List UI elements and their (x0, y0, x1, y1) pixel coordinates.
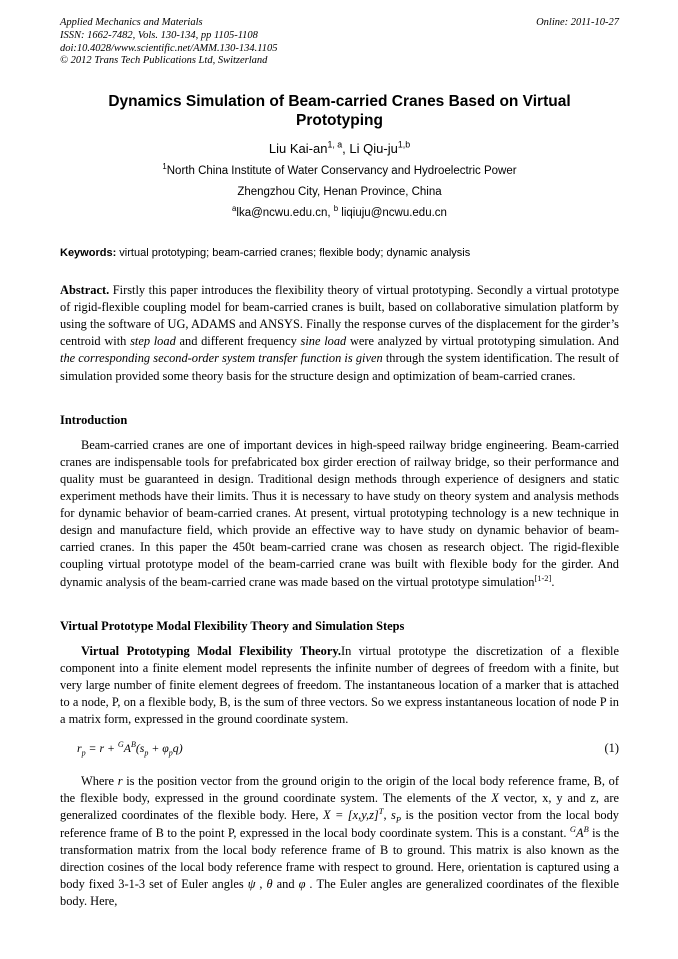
affiliation-institute: North China Institute of Water Conservancy and Hydroelectric Power (166, 165, 517, 177)
text-segment: Abstract. (60, 283, 110, 297)
email-b: liqiuju@ncwu.edu.cn (338, 207, 447, 219)
journal-name: Applied Mechanics and Materials (60, 17, 203, 28)
doi-line: doi:10.4028/www.scientific.net/AMM.130-134.1105 (60, 42, 278, 54)
text-segment: = r + (85, 741, 118, 756)
emails-separator: , (327, 207, 334, 219)
text-segment: A (575, 825, 584, 840)
keywords-label: Keywords: (60, 247, 117, 259)
text-segment: Beam-carried cranes are one of important devices in high-speed railway bridge engineering. Beam-carried cranes are indispensable tools for prefabricated box girder erection of railway bridge, so their performance and quality must be guaranteed in design. Traditional design methods through experience of designers and static experiment methods have their limits. Thus it is necessary to have study on theory system and analysis methods for dynamic behavior of beam-carried cranes. At present, virtual prototyping technology is a new technique in design and manufacture field, which provide an effective way to have study on dynamic behavior of beam-carried cranes. In this paper the 450t beam-carried crane was chosen as research object. The rigid-flexible coupling virtual prototype model of the beam-carried crane was built with flexible body for the girder. And dynamic analysis of the beam-carried crane was made based on the virtual prototype simulation (60, 437, 619, 589)
text-segment: . (551, 574, 555, 589)
text-segment: vector, x, y and z, are generalized coordinates of the flexible body. Here, (60, 791, 620, 823)
affiliation-line (60, 162, 619, 177)
text-segment: (s (135, 741, 145, 756)
introduction-paragraph (60, 437, 619, 591)
text-segment: the corresponding second-order system transfer function is given (60, 351, 383, 366)
text-segment: A (123, 741, 131, 756)
text-segment: is the position vector from the local body reference frame of B to the point P, expressed in the local body coordinate system. This is a constant. (60, 808, 620, 840)
section2-paragraph-2 (60, 773, 619, 910)
text-segment: r (77, 741, 82, 756)
text-segment: q) (172, 741, 183, 756)
publication-meta (60, 17, 277, 68)
equation-1-row (60, 741, 619, 756)
text-segment: and (272, 876, 299, 891)
abstract-paragraph (60, 282, 619, 385)
city-line: Zhengzhou City, Henan Province, China (237, 186, 442, 198)
text-segment: φ (298, 876, 306, 891)
keywords-line (60, 247, 619, 259)
text-segment: [1-2] (534, 572, 552, 583)
text-segment: , (255, 876, 267, 891)
text-segment: p (168, 748, 173, 758)
text-segment: G (569, 823, 576, 834)
email-a: lka@ncwu.edu.cn (236, 207, 328, 219)
text-segment: r (117, 774, 123, 789)
text-segment: T (378, 806, 384, 817)
text-segment: is the position vector from the ground origin to the origin of the local body reference frame, B, of the flexible body, expressed in the ground coordinate system. The elements of the (60, 774, 619, 806)
text-segment: . The Euler angles are generalized coordinates of the flexible body. Here, (60, 876, 619, 908)
affiliation-superscript: 1 (162, 162, 167, 172)
text-segment: sine load (300, 334, 347, 349)
equation-1-formula (77, 741, 183, 756)
section2-paragraph-1 (60, 643, 619, 729)
keywords-text: virtual prototyping; beam-carried cranes; flexible body; dynamic analysis (116, 247, 471, 259)
text-segment: , (383, 808, 392, 823)
text-segment: were analyzed by virtual prototyping simulation. And (346, 334, 619, 349)
publication-header (60, 17, 619, 68)
author-1-name: Liu Kai-an (268, 141, 328, 156)
introduction-heading: Introduction (60, 412, 128, 427)
text-segment: In virtual prototype the discretization of a flexible component into a finite element model represents the infinite number of degrees of freedom with a finite, but very large number of finite element degrees of freedom. The instantaneous location of a marker that is attached to a node, P, on a flexible body, B, is the sum of three vectors. So we express instantaneous location of node P in a matrix form, expressed in the ground coordinate system. (60, 643, 620, 727)
copyright-line: © 2012 Trans Tech Publications Ltd, Switzerland (60, 55, 268, 67)
authors-line (60, 141, 619, 156)
author-2-superscript: 1,b (397, 139, 411, 150)
text-segment: step load (130, 334, 176, 349)
text-segment: and different frequency (175, 334, 301, 349)
text-segment: s (391, 808, 396, 823)
author-1-superscript: 1, a (327, 139, 343, 150)
section2-heading: Virtual Prototype Modal Flexibility Theory and Simulation Steps (60, 618, 405, 633)
text-segment: is the transformation matrix from the local body reference frame of B to ground. This matrix is also known as the direction cosines of the local body reference frame with respect to ground. Here, orientation is captured using a body fixed 3-1-3 set of Euler angles (60, 825, 619, 891)
text-segment: X (491, 791, 499, 806)
text-segment: Where (81, 774, 118, 789)
online-date: Online: 2011-10-27 (536, 17, 619, 28)
author-2-name: Li Qiu-ju (349, 141, 398, 156)
text-segment: p (81, 748, 86, 758)
email-b-superscript: b (333, 204, 339, 214)
text-segment: θ (266, 876, 273, 891)
paper-title: Dynamics Simulation of Beam-carried Cranes Based on Virtual Prototyping (108, 93, 571, 130)
text-segment: Virtual Prototyping Modal Flexibility Theory. (81, 643, 341, 658)
text-segment: through the system identification. The result of simulation provided some theory basis for the structure design and optimization of beam-carried cranes. (60, 351, 619, 383)
text-segment: G (117, 740, 124, 750)
issn-line: ISSN: 1662-7482, Vols. 130-134, pp 1105-1108 (60, 29, 258, 41)
equation-1-number: (1) (604, 741, 619, 756)
text-segment: + φ (148, 741, 169, 756)
text-segment: B (583, 823, 589, 834)
text-segment: X = [x,y,z] (322, 808, 379, 823)
email-a-superscript: a (232, 204, 237, 214)
emails-line (60, 204, 619, 219)
text-segment: ψ (247, 876, 256, 891)
authors-separator: , (342, 141, 350, 156)
text-segment: B (130, 740, 136, 750)
text-segment: Firstly this paper introduces the flexibility theory of virtual prototyping. Secondly a virtual prototype of rigid-flexible coupling model for beam-carried cranes is built, based on collaborative simulation platform by using the software of UG, ADAMS and ANSYS. Finally the response curves of the displacement for the girder’s centroid with (60, 283, 619, 349)
text-segment: P (395, 814, 401, 825)
text-segment: p (144, 748, 149, 758)
